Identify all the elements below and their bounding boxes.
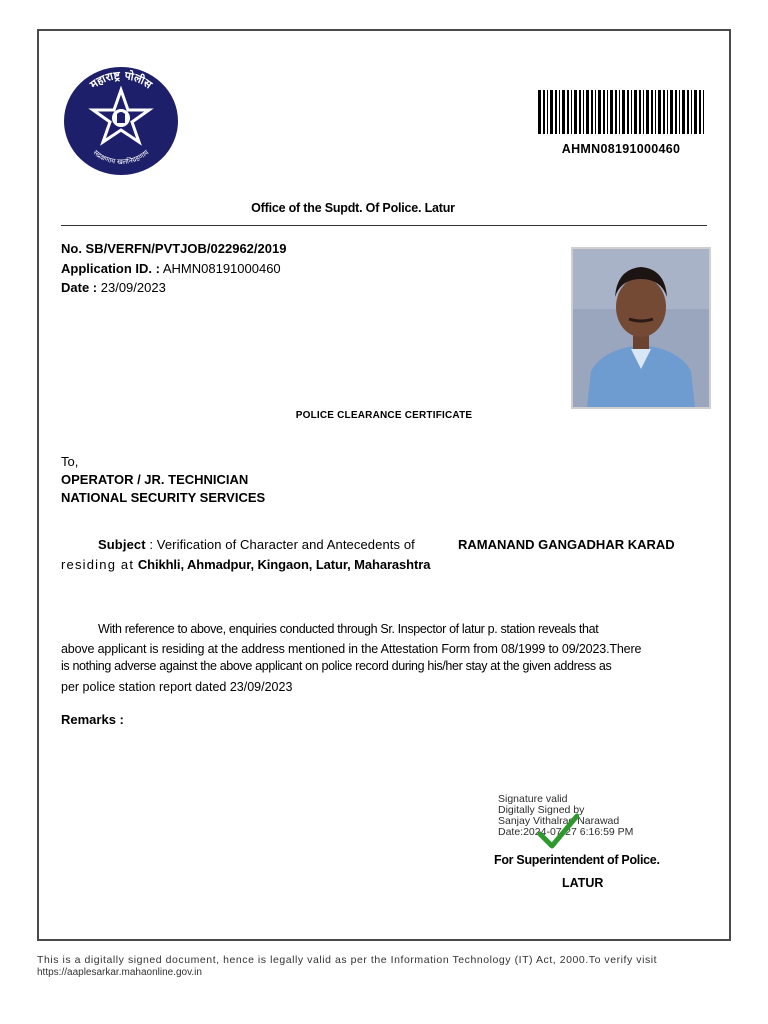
barcode-bar xyxy=(610,90,613,134)
body-line-3: is nothing adverse against the above applicant on police record during his/her stay at the given address as xyxy=(61,659,612,673)
applicant-photo-illustration xyxy=(573,249,709,407)
emblem-top-text: महाराष्ट्र पोलीस xyxy=(87,68,155,92)
barcode-bar xyxy=(651,90,653,134)
signature-date: Date:2024-07-27 6:16:59 PM xyxy=(498,826,634,838)
barcode-bar xyxy=(619,90,620,134)
date-label: Date : xyxy=(61,280,98,295)
barcode-bar xyxy=(658,90,661,134)
signatory-place: LATUR xyxy=(562,876,604,890)
barcode-bar xyxy=(559,90,560,134)
date-row xyxy=(61,280,166,295)
subject-line xyxy=(98,537,415,552)
barcode-bar xyxy=(694,90,697,134)
emblem-bottom-text: सद्रक्षणाय खलनिग्रहणाय xyxy=(91,148,151,167)
body-line-4: per police station report dated 23/09/2023 xyxy=(61,680,293,694)
barcode-bar xyxy=(627,90,629,134)
recipient-designation: OPERATOR / JR. TECHNICIAN xyxy=(61,472,249,487)
remarks-label: Remarks : xyxy=(61,712,124,727)
residing-label: residing at xyxy=(61,557,135,572)
signature-valid-check-icon xyxy=(537,812,579,850)
application-id-row xyxy=(61,261,281,276)
applicant-name: RAMANAND GANGADHAR KARAD xyxy=(458,537,675,552)
barcode-bar xyxy=(691,90,692,134)
barcode-bar xyxy=(607,90,608,134)
signature-signer-name: Sanjay Vithalrao Narawad xyxy=(498,815,620,827)
barcode-bar xyxy=(574,90,577,134)
barcode-bar xyxy=(583,90,584,134)
barcode-bar xyxy=(538,90,541,134)
barcode-bar xyxy=(703,90,704,134)
office-title: Office of the Supdt. Of Police. Latur xyxy=(251,201,455,215)
certificate-title: POLICE CLEARANCE CERTIFICATE xyxy=(295,410,473,421)
maharashtra-police-emblem-icon xyxy=(62,66,180,176)
residing-line xyxy=(61,557,430,572)
barcode-bar xyxy=(598,90,601,134)
barcode-bar xyxy=(687,90,689,134)
subject-label: Subject xyxy=(98,537,146,552)
barcode-bar xyxy=(631,90,632,134)
barcode-bar xyxy=(571,90,572,134)
subject-text: : Verification of Character and Antecedents of xyxy=(149,537,415,552)
barcode-bar xyxy=(675,90,677,134)
header-divider xyxy=(61,225,707,226)
barcode-bar xyxy=(679,90,680,134)
barcode-bar xyxy=(603,90,605,134)
signature-status: Signature valid xyxy=(498,793,568,805)
barcode-bar xyxy=(591,90,593,134)
barcode-bar xyxy=(543,90,545,134)
barcode-bar xyxy=(670,90,673,134)
applicant-photo xyxy=(571,247,711,409)
barcode-bar xyxy=(622,90,625,134)
barcode-bar xyxy=(639,90,641,134)
application-id-label: Application ID. : xyxy=(61,261,160,276)
footer-notice: This is a digitally signed document, hence is legally valid as per the Information Technology (IT) Act, 2000.To verify visit xyxy=(37,954,658,966)
signature-signed-by-label: Digitally Signed by xyxy=(498,804,585,816)
barcode-icon xyxy=(538,90,704,134)
barcode-bar xyxy=(667,90,668,134)
salutation: To, xyxy=(61,454,79,469)
barcode-bar xyxy=(682,90,685,134)
signatory-title: For Superintendent of Police. xyxy=(494,853,660,867)
barcode-bar xyxy=(555,90,557,134)
barcode-number: AHMN08191000460 xyxy=(561,142,681,156)
digital-signature-block xyxy=(498,794,688,842)
date-value: 23/09/2023 xyxy=(100,280,166,295)
recipient-organization: NATIONAL SECURITY SERVICES xyxy=(61,490,266,505)
body-line-2: above applicant is residing at the address mentioned in the Attestation Form from 08/1999 to 09/2023.There xyxy=(61,642,642,656)
verification-url[interactable]: https://aaplesarkar.mahaonline.gov.in xyxy=(37,967,202,978)
barcode-bar xyxy=(655,90,656,134)
barcode-bar xyxy=(595,90,596,134)
barcode-bar xyxy=(579,90,581,134)
barcode-bar xyxy=(663,90,665,134)
barcode-bar xyxy=(646,90,649,134)
applicant-address: Chikhli, Ahmadpur, Kingaon, Latur, Maharashtra xyxy=(137,557,431,572)
barcode-bar xyxy=(643,90,644,134)
reference-number xyxy=(61,241,286,256)
application-id-value: AHMN08191000460 xyxy=(162,261,281,276)
barcode-bar xyxy=(615,90,617,134)
barcode-bar xyxy=(586,90,589,134)
barcode-bar xyxy=(550,90,553,134)
barcode-bar xyxy=(634,90,637,134)
barcode-bar xyxy=(699,90,701,134)
body-line-1: With reference to above, enquiries conducted through Sr. Inspector of latur p. station reveals that xyxy=(98,622,599,636)
barcode-bar xyxy=(567,90,569,134)
reference-number-value: No. SB/VERFN/PVTJOB/022962/2019 xyxy=(61,241,287,256)
barcode-bar xyxy=(562,90,565,134)
barcode-bar xyxy=(547,90,548,134)
